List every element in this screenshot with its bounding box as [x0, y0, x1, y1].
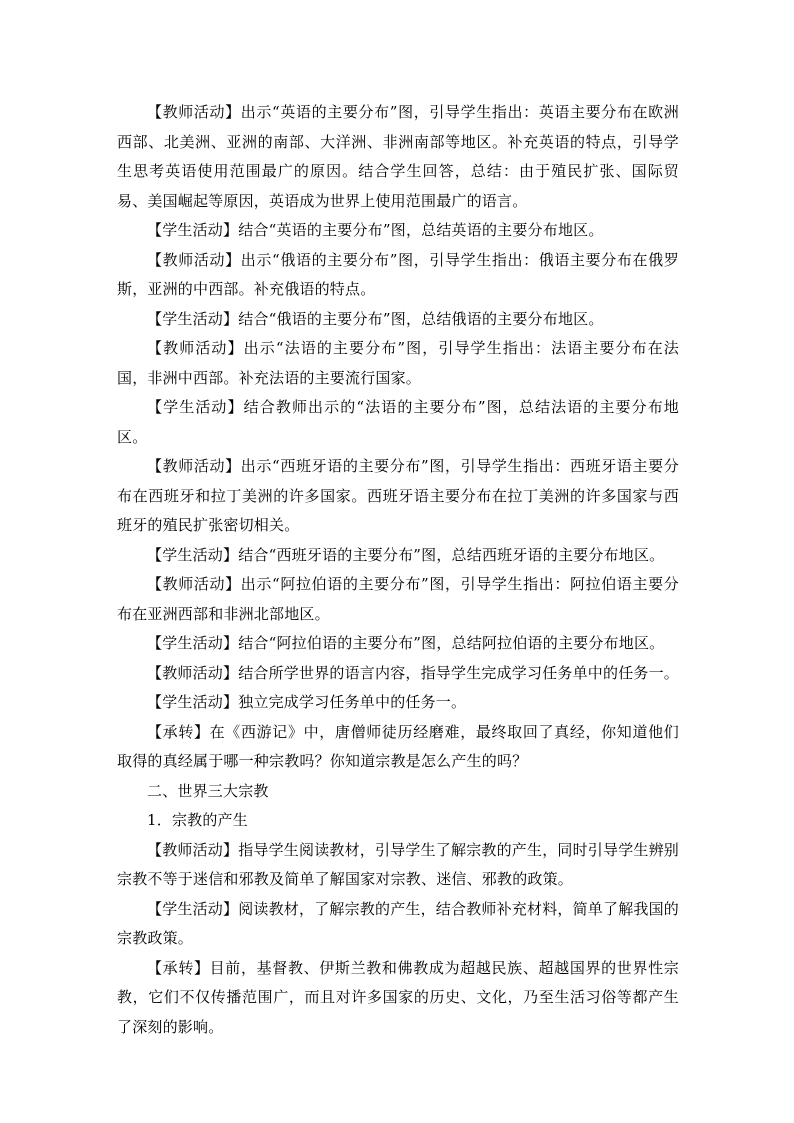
paragraph-tag: 【学生活动】: [147, 545, 239, 564]
paragraph: [117, 895, 679, 954]
paragraph: [117, 570, 679, 629]
paragraph-text: 出示“法语的主要分布”图，引导学生指出：法语主要分布在法国，非洲中西部。补充法语的主要流行国家。: [117, 339, 679, 387]
paragraph-tag: 【承转】: [147, 722, 210, 741]
paragraph-text: 出示“西班牙语的主要分布”图，引导学生指出：西班牙语主要分布在西班牙和拉丁美洲的许多国家。西班牙语主要分布在拉丁美洲的许多国家与西班牙的殖民扩张密切相关。: [117, 457, 680, 534]
paragraph: [117, 216, 679, 246]
paragraph-tag: 【教师活动】: [147, 840, 239, 859]
paragraph: [117, 452, 679, 541]
paragraph-text: 出示“阿拉伯语的主要分布”图，引导学生指出：阿拉伯语主要分布在亚洲西部和非洲北部地区。: [117, 575, 680, 623]
paragraph-text: 目前，基督教、伊斯兰教和佛教成为超越民族、超越国界的世界性宗教，它们不仅传播范围广，而且对许多国家的历史、文化，乃至生活习俗等都产生了深刻的影响。: [117, 958, 679, 1036]
paragraph-tag: 【教师活动】: [147, 339, 244, 357]
paragraph-tag: 【学生活动】: [147, 899, 239, 918]
paragraph-text: 结合教师出示的“法语的主要分布”图，总结法语的主要分布地区。: [117, 398, 679, 446]
paragraph: [117, 305, 679, 335]
paragraph-tag: 【学生活动】: [147, 221, 239, 239]
paragraph: [117, 541, 679, 571]
paragraph-tag: 【学生活动】: [147, 693, 239, 711]
subsection-heading-text: 1．宗教的产生: [147, 811, 248, 829]
paragraph-text: 阅读教材，了解宗教的产生，结合教师补充材料，简单了解我国的宗教政策。: [117, 899, 680, 947]
paragraph-text: 指导学生阅读教材，引导学生了解宗教的产生，同时引导学生辨别宗教不等于迷信和邪教及简单了解国家对宗教、迷信、邪教的政策。: [117, 840, 680, 888]
paragraph-text: 结合“英语的主要分布”图，总结英语的主要分布地区。: [238, 221, 604, 239]
paragraph-text: 结合“西班牙语的主要分布”图，总结西班牙语的主要分布地区。: [238, 545, 665, 564]
paragraph-tag: 【教师活动】: [147, 663, 239, 682]
paragraph-tag: 【教师活动】: [147, 250, 241, 269]
paragraph-text: 出示“英语的主要分布”图，引导学生指出：英语主要分布在欧洲西部、北美洲、亚洲的南部、大洋洲、非洲南部等地区。补充英语的特点，引导学生思考英语使用范围最广的原因。结合学生回答，总结：由于殖民扩张、国际贸易、美国崛起等原因，英语成为世界上使用范围最广的语言。: [117, 103, 680, 210]
paragraph-tag: 【学生活动】: [147, 398, 244, 416]
paragraph-text: 在《西游记》中，唐僧师徒历经磨难，最终取回了真经，你知道他们取得的真经属于哪一种宗教吗？你知道宗教是怎么产生的吗？: [117, 722, 679, 770]
paragraph: [117, 629, 679, 659]
section-heading: [117, 777, 679, 807]
paragraph-tag: 【学生活动】: [147, 309, 239, 328]
paragraph-text: 结合“阿拉伯语的主要分布”图，总结阿拉伯语的主要分布地区。: [238, 634, 665, 652]
paragraph-tag: 【学生活动】: [147, 634, 239, 652]
paragraph-text: 结合“俄语的主要分布”图，总结俄语的主要分布地区。: [238, 309, 604, 328]
paragraph: [117, 334, 679, 393]
paragraph: [117, 393, 679, 452]
paragraph: [117, 836, 679, 895]
paragraph: [117, 688, 679, 718]
document-body: [117, 98, 679, 1042]
paragraph-text: 出示“俄语的主要分布”图，引导学生指出：俄语主要分布在俄罗斯，亚洲的中西部。补充俄语的特点。: [117, 250, 680, 298]
paragraph-text: 独立完成学习任务单中的任务一。: [238, 693, 467, 711]
paragraph-text: 结合所学世界的语言内容，指导学生完成学习任务单中的任务一。: [238, 663, 680, 682]
paragraph: [117, 659, 679, 689]
paragraph-tag: 【教师活动】: [147, 457, 241, 475]
paragraph-tag: 【教师活动】: [147, 575, 241, 593]
section-heading-text: 二、世界三大宗教: [147, 781, 269, 800]
subsection-heading: [117, 806, 679, 836]
paragraph: [117, 954, 679, 1043]
paragraph-tag: 【承转】: [147, 958, 210, 977]
paragraph: [117, 98, 679, 216]
paragraph: [117, 246, 679, 305]
paragraph: [117, 718, 679, 777]
paragraph-tag: 【教师活动】: [147, 103, 241, 121]
